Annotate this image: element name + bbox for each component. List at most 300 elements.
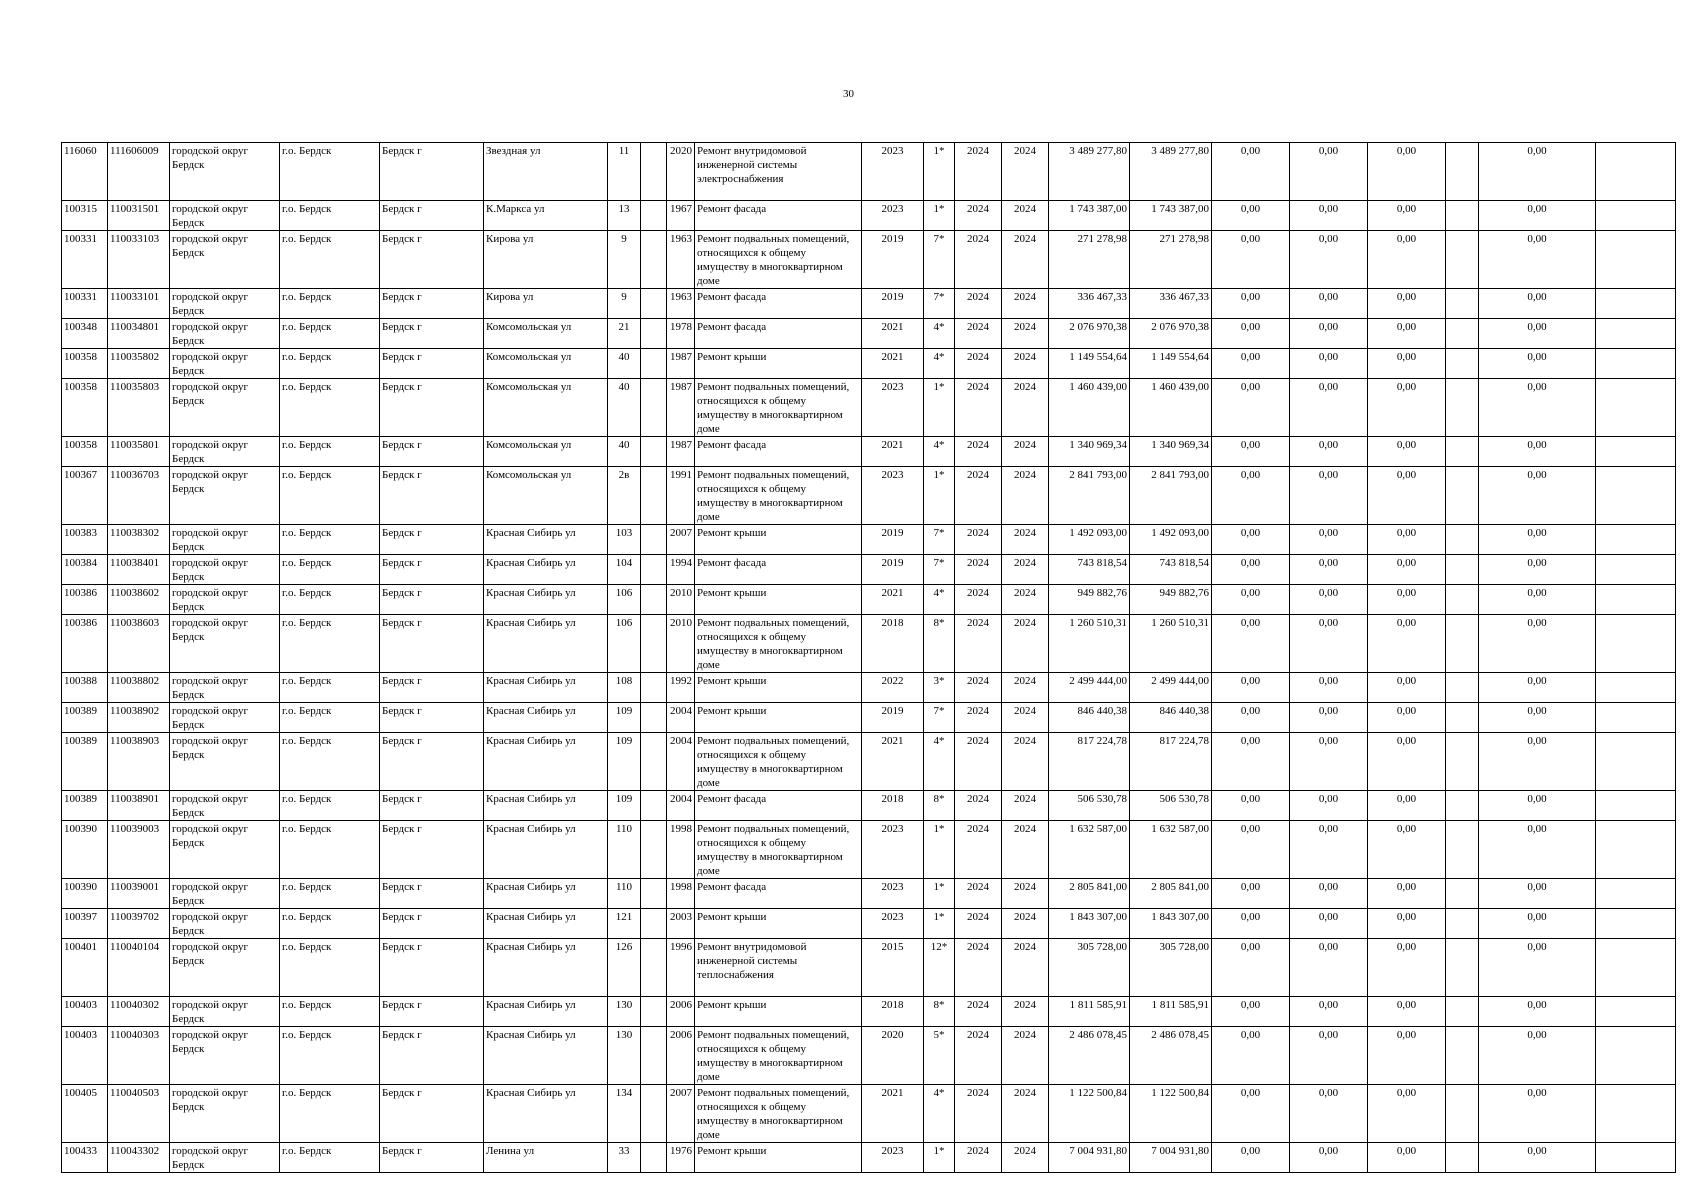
cell-municipality: г.о. Бердск [280, 615, 380, 673]
cell-amount-3: 0,00 [1368, 703, 1446, 733]
cell-building [641, 585, 667, 615]
cell-mark: 8* [924, 615, 955, 673]
cell-code: 110038902 [108, 703, 170, 733]
cell-house: 106 [608, 615, 641, 673]
cell-amount-3: 0,00 [1368, 349, 1446, 379]
cell-amount-4 [1446, 615, 1479, 673]
cell-building [641, 289, 667, 319]
cell-building [641, 143, 667, 201]
cell-house: 33 [608, 1143, 641, 1173]
cell-year-end: 2024 [1002, 1085, 1049, 1143]
cell-amount-6 [1596, 437, 1676, 467]
table-body [62, 143, 1676, 1173]
cell-amount-4 [1446, 997, 1479, 1027]
cell-year-plan: 2020 [862, 1027, 924, 1085]
cell-locality: Бердск г [380, 437, 484, 467]
cell-work-type: Ремонт подвальных помещений, относящихся к общему имуществу в многоквартирном доме [695, 615, 862, 673]
cell-municipality: г.о. Бердск [280, 1027, 380, 1085]
cell-amount-3: 0,00 [1368, 1027, 1446, 1085]
cell-cost-total: 1 149 554,64 [1049, 349, 1130, 379]
cell-amount-6 [1596, 733, 1676, 791]
cell-cost-total: 2 841 793,00 [1049, 467, 1130, 525]
cell-building [641, 879, 667, 909]
cell-amount-3: 0,00 [1368, 909, 1446, 939]
table-row [62, 673, 1676, 703]
cell-code: 110031501 [108, 201, 170, 231]
table-row [62, 821, 1676, 879]
cell-amount-5: 0,00 [1479, 467, 1596, 525]
cell-street: Красная Сибирь ул [484, 997, 608, 1027]
cell-amount-5: 0,00 [1479, 585, 1596, 615]
table-row [62, 289, 1676, 319]
table-row [62, 201, 1676, 231]
table-row [62, 791, 1676, 821]
cell-amount-2: 0,00 [1290, 555, 1368, 585]
cell-cost-total: 1 340 969,34 [1049, 437, 1130, 467]
cell-amount-5: 0,00 [1479, 909, 1596, 939]
cell-district: городской округ Бердск [170, 201, 280, 231]
cell-building [641, 997, 667, 1027]
cell-amount-5: 0,00 [1479, 437, 1596, 467]
cell-mark: 1* [924, 201, 955, 231]
cell-amount-3: 0,00 [1368, 525, 1446, 555]
cell-cost-budget: 949 882,76 [1130, 585, 1212, 615]
cell-amount-1: 0,00 [1212, 703, 1290, 733]
cell-work-type: Ремонт фасада [695, 201, 862, 231]
cell-amount-1: 0,00 [1212, 525, 1290, 555]
cell-amount-1: 0,00 [1212, 555, 1290, 585]
cell-amount-4 [1446, 201, 1479, 231]
cell-id: 116060 [62, 143, 108, 201]
cell-amount-4 [1446, 437, 1479, 467]
cell-id: 100358 [62, 379, 108, 437]
cell-year-start: 2024 [955, 673, 1002, 703]
cell-id: 100386 [62, 615, 108, 673]
cell-street: Комсомольская ул [484, 379, 608, 437]
cell-locality: Бердск г [380, 615, 484, 673]
cell-id: 100401 [62, 939, 108, 997]
cell-mark: 5* [924, 1027, 955, 1085]
cell-amount-5: 0,00 [1479, 349, 1596, 379]
cell-municipality: г.о. Бердск [280, 555, 380, 585]
cell-district: городской округ Бердск [170, 437, 280, 467]
cell-work-type: Ремонт подвальных помещений, относящихся к общему имуществу в многоквартирном доме [695, 1085, 862, 1143]
table-row [62, 143, 1676, 201]
cell-mark: 7* [924, 289, 955, 319]
cell-amount-1: 0,00 [1212, 615, 1290, 673]
cell-year-built: 1987 [667, 349, 695, 379]
cell-amount-1: 0,00 [1212, 437, 1290, 467]
cell-year-plan: 2015 [862, 939, 924, 997]
cell-house: 9 [608, 231, 641, 289]
cell-year-start: 2024 [955, 143, 1002, 201]
cell-cost-total: 949 882,76 [1049, 585, 1130, 615]
cell-municipality: г.о. Бердск [280, 1143, 380, 1173]
cell-code: 110034801 [108, 319, 170, 349]
cell-cost-total: 2 486 078,45 [1049, 1027, 1130, 1085]
cell-code: 110036703 [108, 467, 170, 525]
cell-amount-3: 0,00 [1368, 319, 1446, 349]
table-row [62, 525, 1676, 555]
cell-municipality: г.о. Бердск [280, 673, 380, 703]
cell-street: Красная Сибирь ул [484, 703, 608, 733]
cell-district: городской округ Бердск [170, 879, 280, 909]
cell-mark: 4* [924, 349, 955, 379]
cell-year-end: 2024 [1002, 467, 1049, 525]
cell-id: 100383 [62, 525, 108, 555]
cell-year-end: 2024 [1002, 201, 1049, 231]
cell-amount-3: 0,00 [1368, 201, 1446, 231]
cell-municipality: г.о. Бердск [280, 289, 380, 319]
cell-house: 108 [608, 673, 641, 703]
cell-id: 100358 [62, 437, 108, 467]
cell-building [641, 703, 667, 733]
cell-amount-6 [1596, 615, 1676, 673]
cell-district: городской округ Бердск [170, 1027, 280, 1085]
cell-year-start: 2024 [955, 525, 1002, 555]
cell-id: 100367 [62, 467, 108, 525]
cell-amount-3: 0,00 [1368, 791, 1446, 821]
cell-street: Красная Сибирь ул [484, 1085, 608, 1143]
cell-year-plan: 2019 [862, 525, 924, 555]
cell-cost-budget: 2 486 078,45 [1130, 1027, 1212, 1085]
cell-amount-2: 0,00 [1290, 1027, 1368, 1085]
cell-year-plan: 2018 [862, 997, 924, 1027]
cell-amount-6 [1596, 1027, 1676, 1085]
cell-amount-5: 0,00 [1479, 555, 1596, 585]
cell-amount-3: 0,00 [1368, 289, 1446, 319]
cell-house: 121 [608, 909, 641, 939]
cell-cost-budget: 1 492 093,00 [1130, 525, 1212, 555]
cell-code: 110038903 [108, 733, 170, 791]
repair-program-table [61, 142, 1676, 1173]
cell-amount-3: 0,00 [1368, 555, 1446, 585]
cell-cost-budget: 3 489 277,80 [1130, 143, 1212, 201]
cell-municipality: г.о. Бердск [280, 437, 380, 467]
cell-work-type: Ремонт крыши [695, 673, 862, 703]
cell-amount-1: 0,00 [1212, 879, 1290, 909]
cell-amount-2: 0,00 [1290, 143, 1368, 201]
cell-municipality: г.о. Бердск [280, 1085, 380, 1143]
cell-year-built: 2004 [667, 791, 695, 821]
cell-mark: 8* [924, 791, 955, 821]
cell-mark: 7* [924, 555, 955, 585]
cell-amount-1: 0,00 [1212, 821, 1290, 879]
cell-cost-budget: 1 843 307,00 [1130, 909, 1212, 939]
cell-amount-4 [1446, 879, 1479, 909]
cell-amount-5: 0,00 [1479, 231, 1596, 289]
cell-building [641, 615, 667, 673]
cell-locality: Бердск г [380, 1027, 484, 1085]
cell-amount-2: 0,00 [1290, 1085, 1368, 1143]
cell-locality: Бердск г [380, 143, 484, 201]
cell-amount-6 [1596, 525, 1676, 555]
cell-cost-budget: 1 811 585,91 [1130, 997, 1212, 1027]
cell-cost-total: 1 811 585,91 [1049, 997, 1130, 1027]
cell-amount-4 [1446, 821, 1479, 879]
cell-year-built: 1967 [667, 201, 695, 231]
cell-house: 126 [608, 939, 641, 997]
cell-district: городской округ Бердск [170, 615, 280, 673]
cell-building [641, 319, 667, 349]
cell-building [641, 673, 667, 703]
cell-mark: 4* [924, 319, 955, 349]
cell-district: городской округ Бердск [170, 703, 280, 733]
cell-district: городской округ Бердск [170, 349, 280, 379]
table-row [62, 437, 1676, 467]
cell-year-start: 2024 [955, 703, 1002, 733]
cell-street: Комсомольская ул [484, 467, 608, 525]
cell-year-end: 2024 [1002, 585, 1049, 615]
cell-locality: Бердск г [380, 997, 484, 1027]
cell-amount-1: 0,00 [1212, 1143, 1290, 1173]
cell-amount-5: 0,00 [1479, 379, 1596, 437]
cell-year-start: 2024 [955, 909, 1002, 939]
cell-year-plan: 2019 [862, 555, 924, 585]
cell-code: 110039702 [108, 909, 170, 939]
cell-id: 100331 [62, 289, 108, 319]
cell-amount-5: 0,00 [1479, 319, 1596, 349]
cell-year-end: 2024 [1002, 821, 1049, 879]
cell-district: городской округ Бердск [170, 997, 280, 1027]
cell-locality: Бердск г [380, 349, 484, 379]
table-row [62, 939, 1676, 997]
cell-locality: Бердск г [380, 201, 484, 231]
cell-amount-1: 0,00 [1212, 733, 1290, 791]
cell-id: 100348 [62, 319, 108, 349]
cell-amount-3: 0,00 [1368, 1143, 1446, 1173]
cell-cost-budget: 7 004 931,80 [1130, 1143, 1212, 1173]
cell-locality: Бердск г [380, 289, 484, 319]
cell-house: 9 [608, 289, 641, 319]
cell-year-start: 2024 [955, 733, 1002, 791]
cell-municipality: г.о. Бердск [280, 939, 380, 997]
cell-cost-budget: 305 728,00 [1130, 939, 1212, 997]
cell-amount-6 [1596, 585, 1676, 615]
cell-amount-4 [1446, 143, 1479, 201]
cell-code: 110038602 [108, 585, 170, 615]
cell-building [641, 437, 667, 467]
cell-house: 109 [608, 703, 641, 733]
cell-id: 100403 [62, 997, 108, 1027]
cell-id: 100389 [62, 733, 108, 791]
cell-year-plan: 2019 [862, 289, 924, 319]
cell-mark: 8* [924, 997, 955, 1027]
cell-work-type: Ремонт крыши [695, 525, 862, 555]
cell-amount-3: 0,00 [1368, 585, 1446, 615]
cell-year-end: 2024 [1002, 525, 1049, 555]
cell-cost-total: 1 492 093,00 [1049, 525, 1130, 555]
cell-municipality: г.о. Бердск [280, 143, 380, 201]
cell-house: 40 [608, 379, 641, 437]
cell-year-start: 2024 [955, 821, 1002, 879]
cell-year-built: 1992 [667, 673, 695, 703]
cell-building [641, 939, 667, 997]
cell-year-start: 2024 [955, 879, 1002, 909]
cell-street: Красная Сибирь ул [484, 1027, 608, 1085]
cell-street: Звездная ул [484, 143, 608, 201]
cell-code: 111606009 [108, 143, 170, 201]
cell-street: Красная Сибирь ул [484, 585, 608, 615]
cell-year-start: 2024 [955, 349, 1002, 379]
cell-district: городской округ Бердск [170, 231, 280, 289]
cell-municipality: г.о. Бердск [280, 585, 380, 615]
cell-amount-6 [1596, 879, 1676, 909]
cell-year-start: 2024 [955, 467, 1002, 525]
cell-year-built: 1963 [667, 289, 695, 319]
table-row [62, 319, 1676, 349]
cell-house: 21 [608, 319, 641, 349]
cell-street: Красная Сибирь ул [484, 615, 608, 673]
cell-year-start: 2024 [955, 289, 1002, 319]
cell-year-plan: 2023 [862, 1143, 924, 1173]
table-row [62, 585, 1676, 615]
cell-district: городской округ Бердск [170, 1143, 280, 1173]
cell-amount-5: 0,00 [1479, 289, 1596, 319]
cell-id: 100331 [62, 231, 108, 289]
cell-building [641, 821, 667, 879]
cell-district: городской округ Бердск [170, 467, 280, 525]
cell-amount-6 [1596, 231, 1676, 289]
cell-year-start: 2024 [955, 555, 1002, 585]
cell-code: 110038401 [108, 555, 170, 585]
table-row [62, 733, 1676, 791]
cell-amount-5: 0,00 [1479, 615, 1596, 673]
cell-cost-total: 1 843 307,00 [1049, 909, 1130, 939]
cell-street: Кирова ул [484, 231, 608, 289]
cell-year-plan: 2023 [862, 879, 924, 909]
cell-building [641, 1085, 667, 1143]
cell-work-type: Ремонт крыши [695, 909, 862, 939]
cell-cost-budget: 1 260 510,31 [1130, 615, 1212, 673]
cell-amount-5: 0,00 [1479, 525, 1596, 555]
cell-house: 104 [608, 555, 641, 585]
cell-year-plan: 2023 [862, 909, 924, 939]
cell-amount-3: 0,00 [1368, 879, 1446, 909]
cell-year-start: 2024 [955, 1085, 1002, 1143]
cell-year-plan: 2021 [862, 437, 924, 467]
cell-year-plan: 2021 [862, 733, 924, 791]
cell-locality: Бердск г [380, 1143, 484, 1173]
cell-year-end: 2024 [1002, 437, 1049, 467]
cell-cost-total: 271 278,98 [1049, 231, 1130, 289]
cell-amount-5: 0,00 [1479, 879, 1596, 909]
cell-work-type: Ремонт подвальных помещений, относящихся к общему имуществу в многоквартирном доме [695, 821, 862, 879]
cell-year-end: 2024 [1002, 879, 1049, 909]
cell-amount-6 [1596, 1143, 1676, 1173]
cell-year-built: 2004 [667, 733, 695, 791]
cell-district: городской округ Бердск [170, 821, 280, 879]
cell-year-plan: 2021 [862, 319, 924, 349]
cell-street: Красная Сибирь ул [484, 555, 608, 585]
cell-locality: Бердск г [380, 733, 484, 791]
cell-cost-budget: 2 076 970,38 [1130, 319, 1212, 349]
cell-amount-5: 0,00 [1479, 1027, 1596, 1085]
cell-year-built: 1996 [667, 939, 695, 997]
cell-locality: Бердск г [380, 467, 484, 525]
cell-building [641, 525, 667, 555]
cell-locality: Бердск г [380, 1085, 484, 1143]
cell-year-built: 1994 [667, 555, 695, 585]
cell-year-start: 2024 [955, 585, 1002, 615]
cell-amount-2: 0,00 [1290, 379, 1368, 437]
cell-year-end: 2024 [1002, 349, 1049, 379]
table-row [62, 349, 1676, 379]
cell-year-end: 2024 [1002, 555, 1049, 585]
cell-cost-total: 2 076 970,38 [1049, 319, 1130, 349]
cell-amount-2: 0,00 [1290, 997, 1368, 1027]
page-number: 30 [843, 88, 854, 100]
cell-work-type: Ремонт фасада [695, 289, 862, 319]
cell-year-start: 2024 [955, 437, 1002, 467]
cell-amount-4 [1446, 1085, 1479, 1143]
cell-building [641, 791, 667, 821]
table-row [62, 909, 1676, 939]
cell-work-type: Ремонт крыши [695, 703, 862, 733]
table-row [62, 231, 1676, 289]
cell-amount-2: 0,00 [1290, 703, 1368, 733]
cell-amount-2: 0,00 [1290, 821, 1368, 879]
cell-cost-budget: 1 632 587,00 [1130, 821, 1212, 879]
cell-year-built: 1978 [667, 319, 695, 349]
cell-building [641, 1143, 667, 1173]
cell-work-type: Ремонт фасада [695, 791, 862, 821]
cell-year-built: 2004 [667, 703, 695, 733]
cell-locality: Бердск г [380, 703, 484, 733]
cell-cost-budget: 2 805 841,00 [1130, 879, 1212, 909]
cell-house: 134 [608, 1085, 641, 1143]
cell-year-plan: 2018 [862, 615, 924, 673]
cell-work-type: Ремонт подвальных помещений, относящихся к общему имуществу в многоквартирном доме [695, 733, 862, 791]
cell-cost-budget: 2 841 793,00 [1130, 467, 1212, 525]
cell-mark: 1* [924, 467, 955, 525]
cell-district: городской округ Бердск [170, 585, 280, 615]
cell-code: 110035801 [108, 437, 170, 467]
cell-house: 109 [608, 791, 641, 821]
cell-amount-2: 0,00 [1290, 585, 1368, 615]
cell-amount-1: 0,00 [1212, 349, 1290, 379]
cell-cost-total: 3 489 277,80 [1049, 143, 1130, 201]
cell-street: Красная Сибирь ул [484, 909, 608, 939]
cell-house: 130 [608, 1027, 641, 1085]
cell-amount-1: 0,00 [1212, 791, 1290, 821]
cell-cost-budget: 2 499 444,00 [1130, 673, 1212, 703]
cell-municipality: г.о. Бердск [280, 997, 380, 1027]
cell-year-start: 2024 [955, 201, 1002, 231]
cell-work-type: Ремонт крыши [695, 585, 862, 615]
cell-mark: 7* [924, 703, 955, 733]
cell-district: городской округ Бердск [170, 939, 280, 997]
cell-amount-4 [1446, 379, 1479, 437]
cell-code: 110043302 [108, 1143, 170, 1173]
cell-municipality: г.о. Бердск [280, 703, 380, 733]
cell-cost-total: 305 728,00 [1049, 939, 1130, 997]
cell-amount-4 [1446, 791, 1479, 821]
cell-year-plan: 2021 [862, 1085, 924, 1143]
cell-year-plan: 2023 [862, 201, 924, 231]
cell-cost-budget: 506 530,78 [1130, 791, 1212, 821]
cell-building [641, 231, 667, 289]
cell-municipality: г.о. Бердск [280, 821, 380, 879]
table-row [62, 703, 1676, 733]
cell-locality: Бердск г [380, 555, 484, 585]
cell-year-start: 2024 [955, 939, 1002, 997]
cell-year-plan: 2023 [862, 379, 924, 437]
cell-mark: 3* [924, 673, 955, 703]
cell-amount-3: 0,00 [1368, 821, 1446, 879]
cell-year-end: 2024 [1002, 615, 1049, 673]
cell-amount-1: 0,00 [1212, 1027, 1290, 1085]
